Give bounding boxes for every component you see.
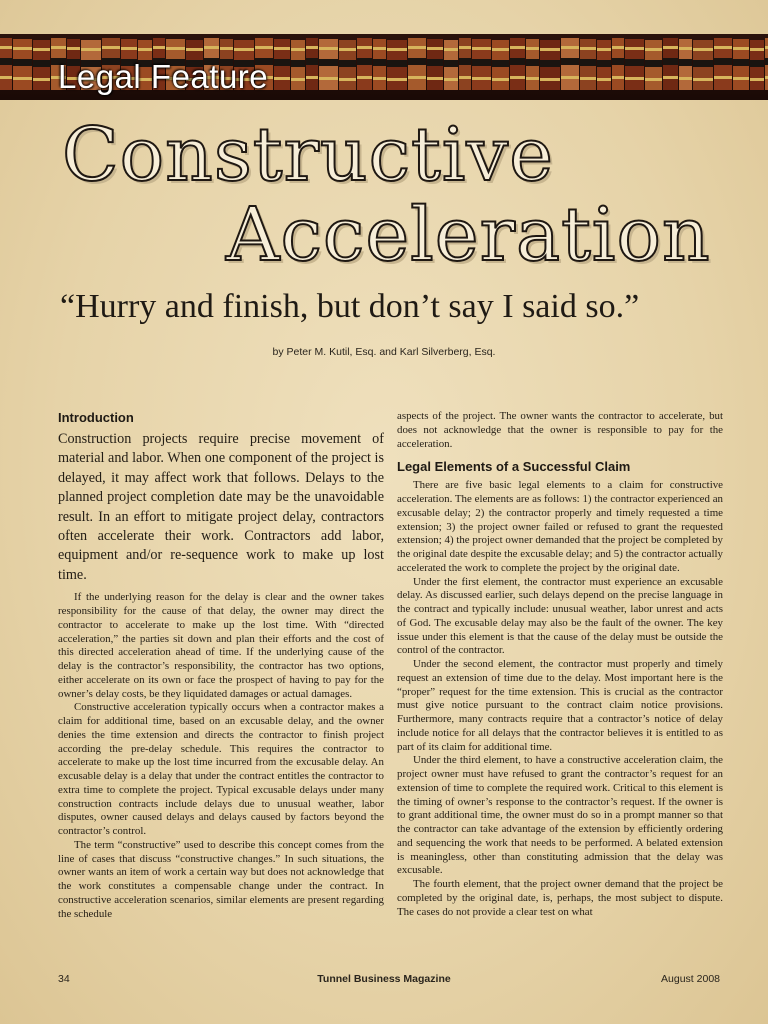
- section-heading-legal-elements: Legal Elements of a Successful Claim: [397, 459, 631, 475]
- book-spine: [291, 40, 305, 90]
- book-spine: [733, 39, 749, 90]
- book-spine: [526, 39, 539, 90]
- book-spine: [408, 38, 426, 90]
- section-heading-introduction: Introduction: [58, 410, 134, 425]
- intro-paragraph: Construction projects require precise movement of material and labor. When one component of the project is delayed, it may affect work that follows. Delays to the planned project completion date may be the unavoidable result. In an effort to mitigate project delay, contractors often accelerate their work. Contractors add labor, equipment and/or re-sequence work to make up lost time.: [58, 431, 384, 583]
- issue-date: August 2008: [661, 973, 720, 985]
- book-spine: [540, 40, 560, 90]
- book-spine: [663, 38, 678, 90]
- body-paragraph: Under the third element, to have a constructive acceleration claim, the project owner must have refused to grant the contractor’s request for an extension of time to complete the required work. Critical to this element is the timing of owner’s response to the contractor’s request. If the owner is to grant additional time, the owner must do so in a prompt manner so that the contractor can take advantage of the extension by efficiently ordering and sequencing the work that needs to be performed. A belated extension is meaningless, other than constituting admission that the delay was excusable.: [397, 754, 723, 877]
- book-spine: [373, 39, 386, 90]
- article-title-line1: Constructive: [62, 112, 555, 198]
- book-spine: [679, 39, 692, 90]
- left-column: [58, 410, 384, 921]
- book-spine: [645, 40, 662, 90]
- body-paragraph: There are five basic legal elements to a claim for constructive acceleration. The elements are as follows: 1) the contractor experienced an excusable delay; 2) the contractor properly and timely requested a time extension; 3) the project owner failed or refused to grant the requested extension; 4) the project owner demanded that the project be completed by the original date despite the excusable delay; and 5) the contractor actually accelerated the work to complete the project by the original date.: [397, 479, 723, 574]
- continuation-paragraph: aspects of the project. The owner wants the contractor to accelerate, but does not acknowledge that the owner is responsible to pay for the acceleration.: [397, 410, 723, 450]
- book-spine: [387, 40, 407, 90]
- article-subtitle: “Hurry and finish, but don’t say I said so.”: [60, 288, 640, 325]
- book-spine: [459, 38, 471, 90]
- body-paragraph: The fourth element, that the project owner demand that the project be completed by the original date, is, perhaps, the most subject to dispute. The cases do not provide a clear test on what: [397, 878, 723, 918]
- body-paragraph: The term “constructive” used to describe this concept comes from the line of cases that discuss “constructive changes.” In such situations, the owner wants an item of work a certain way but does not acknowledge that the work constitutes a compensable change under the contract. In constructive acceleration scenarios, similar elements are present regarding the schedule: [58, 838, 384, 920]
- book-spine: [612, 38, 624, 90]
- body-paragraph: If the underlying reason for the delay is clear and the owner takes responsibility for the cause of that delay, the owner may direct the contractor to accelerate to make up the lost time. With “directed acceleration,” the parties sit down and plan their efforts and the cost of this directed acceleration ahead of time. If the underlying cause of the delay is the contractor’s responsibility, the contractor has two options, either accelerate on its own or face the prospect of having to pay for the owner’s delay costs, be they liquidated damages or actual damages.: [58, 591, 384, 700]
- book-spine: [13, 39, 32, 90]
- book-spine: [510, 38, 525, 90]
- page-number: 34: [58, 973, 70, 985]
- book-spine: [492, 40, 509, 90]
- book-spine: [427, 39, 443, 90]
- book-spine: [0, 38, 12, 90]
- book-spine: [580, 39, 596, 90]
- book-spine: [472, 39, 491, 90]
- article-title-line2: Acceleration: [226, 192, 711, 278]
- magazine-name: Tunnel Business Magazine: [317, 973, 451, 985]
- book-spine: [693, 40, 713, 90]
- body-paragraph: Constructive acceleration typically occurs when a contractor makes a claim for additional time, based on an excusable delay, and the owner denies the time extension and directs the contractor to finish project according the pre-delay schedule. This requires the contractor to accelerate to make up the lost time incurred from the excusable delay. An excusable delay is a delay that under the contract entitles the contractor to extra time to complete the project. Typical excusable delays under many construction contracts include delays due to unusual weather, labor disputes, owner caused delays and delays caused by factors beyond the contractor’s control.: [58, 701, 384, 837]
- book-spine: [339, 40, 356, 90]
- book-spine: [561, 38, 579, 90]
- book-spine: [274, 39, 290, 90]
- book-spine: [319, 39, 338, 90]
- byline: by Peter M. Kutil, Esq. and Karl Silverberg, Esq.: [272, 346, 496, 358]
- book-spine: [33, 40, 50, 90]
- book-spine: [750, 40, 764, 90]
- book-spine: [714, 38, 732, 90]
- body-paragraph: Under the second element, the contractor must properly and timely request an extension of time due to the delay. Most important here is the “proper” request for the time extension. This is crucial as the contractor must give notice pursuant to the contract claim notice provisions. Furthermore, many contracts require that a contractor’s notice of delay include notice for all delays that the contractor believes it is entitled to as part of its claim for additional time.: [397, 658, 723, 753]
- book-spine: [357, 38, 372, 90]
- book-spine: [444, 40, 458, 90]
- right-column: [397, 410, 723, 919]
- header-banner: [0, 34, 768, 100]
- body-paragraph: Under the first element, the contractor must experience an excusable delay. As discussed earlier, such delays depend on the precise language in the contract and typically include: unusual weather, labor unrest and acts of God. The excusable delay may also be the fault of the owner. The key issue under this element is that the cause of the delay must be outside the control of the contractor.: [397, 575, 723, 657]
- book-spine: [306, 38, 318, 90]
- section-label: Legal Feature: [58, 58, 269, 95]
- book-spine: [625, 39, 644, 90]
- book-spine: [597, 40, 611, 90]
